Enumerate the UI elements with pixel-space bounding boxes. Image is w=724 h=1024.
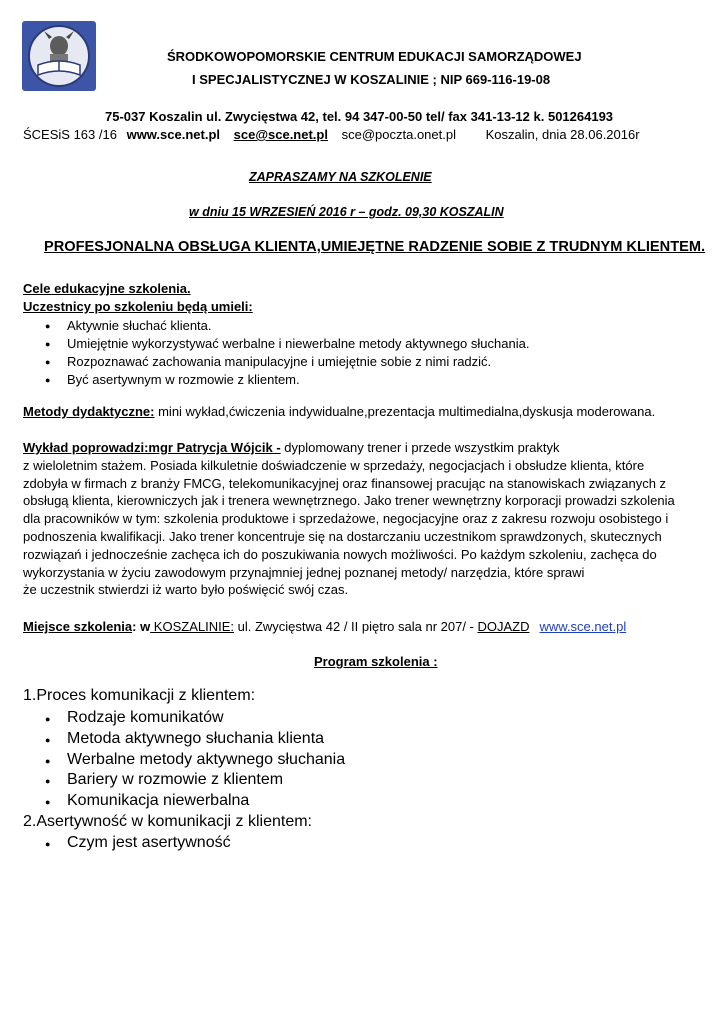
- methods-line: [23, 404, 655, 419]
- website-link[interactable]: www.sce.net.pl: [539, 619, 627, 634]
- course-title: PROFESJONALNA OBSŁUGA KLIENTA,UMIEJĘTNE RADZENIE SOBIE Z TRUDNYM KLIENTEM.: [44, 239, 706, 255]
- place-label: Miejsce szkolenia: [23, 619, 133, 634]
- program-section-2-list: [45, 833, 231, 854]
- list-item: ● Rozpoznawać zachowania manipulacyjne i umiejętnie sobie z nimi radzić.: [45, 353, 529, 371]
- program-section-1: 1.Proces komunikacji z klientem:: [23, 687, 256, 704]
- header-contact-line: [23, 127, 640, 142]
- list-item: ● Być asertywnym w rozmowie z klientem.: [45, 371, 529, 389]
- paragraph-line: rozwiązań i jednocześnie zachęca ich do poszukiwania nowych możliwości. Po każdym szkoleniu, zachęca do: [23, 546, 657, 562]
- list-item: ● Komunikacja niewerbalna: [45, 791, 345, 812]
- dojazd-link[interactable]: DOJAZD: [477, 619, 530, 634]
- methods-text: mini wykład,ćwiczenia indywidualne,prezentacja multimedialna,dyskusja moderowana.: [154, 404, 656, 419]
- place-colon: : w: [132, 619, 151, 634]
- program-section-2: 2.Asertywność w komunikacji z klientem:: [23, 813, 312, 830]
- goals-heading: Cele edukacyjne szkolenia.: [23, 281, 191, 296]
- list-item: ● Aktywnie słuchać klienta.: [45, 317, 529, 335]
- paragraph-line: dla pracowników w tym: szkolenia produktowe i sprzedażowe, negocjacyjne oraz z zakresu rozwoju osobistego i: [23, 511, 669, 527]
- list-item: ● Werbalne metody aktywnego słuchania: [45, 750, 345, 771]
- lecturer-first-line: dyplomowany trener i przede wszystkim praktyk: [280, 440, 560, 455]
- document-date: Koszalin, dnia 28.06.2016r: [485, 127, 640, 142]
- list-item: ● Umiejętnie wykorzystywać werbalne i niewerbalne metody aktywnego słuchania.: [45, 335, 529, 353]
- place-line: [23, 619, 626, 634]
- paragraph-line: że uczestnik stwierdzi iż warto było poświęcić swój czas.: [23, 582, 349, 598]
- methods-label: Metody dydaktyczne:: [23, 404, 155, 419]
- list-item: ● Czym jest asertywność: [45, 833, 231, 854]
- paragraph-line: z wieloletnim stażem. Posiada kilkuletnie doświadczenie w sprzedaży, negocjacjach i obsłudze klienta, które: [23, 457, 645, 473]
- program-heading: Program szkolenia :: [314, 654, 438, 669]
- reference-number: ŚCESiS 163 /16: [23, 127, 117, 142]
- paragraph-line: podnoszenia kwalifikacji. Jako trener koncentruje się na dostarczaniu uczestnikom sprawdzonych, skutecznych: [23, 528, 662, 544]
- goals-list: [45, 317, 529, 389]
- invite-title: ZAPRASZAMY NA SZKOLENIE: [249, 170, 432, 184]
- program-section-1-list: [45, 708, 345, 812]
- list-item: ● Rodzaje komunikatów: [45, 708, 345, 729]
- institution-logo: [22, 21, 96, 91]
- goals-subheading: Uczestnicy po szkoleniu będą umieli:: [23, 299, 253, 314]
- lecturer-paragraph: [23, 439, 703, 599]
- paragraph-line: zdobyła w firmach z branży FMCG, telekomunikacyjnej oraz finansowej pracując na stanowiskach związanych z: [23, 475, 667, 491]
- paragraph-line: wykorzystania w życiu zawodowym przynajmniej jednej poznanej metody/ narzędzia, które sprawi: [23, 564, 585, 580]
- list-item: ● Metoda aktywnego słuchania klienta: [45, 729, 345, 750]
- paragraph-line: obsługą klienta, kierowniczych jak i trenera wewnętrznego. Jako trener wewnętrzny korporacji prowadzi szkolenia: [23, 493, 675, 509]
- list-item: ● Bariery w rozmowie z klientem: [45, 770, 345, 791]
- email-secondary: sce@poczta.onet.pl: [341, 127, 456, 142]
- place-address: ul. Zwycięstwa 42 / II piętro sala nr 207/ -: [234, 619, 478, 634]
- website-text: www.sce.net.pl: [126, 127, 221, 142]
- institution-address: 75-037 Koszalin ul. Zwycięstwa 42, tel. 94 347-00-50 tel/ fax 341-13-12 k. 501264193: [105, 109, 614, 124]
- institution-name-line2: I SPECJALISTYCZNEJ W KOSZALINIE ; NIP 669-116-19-08: [192, 72, 551, 87]
- lecturer-label: Wykład poprowadzi:mgr Patrycja Wójcik -: [23, 440, 281, 455]
- institution-name-line1: ŚRODKOWOPOMORSKIE CENTRUM EDUKACJI SAMORZĄDOWEJ: [167, 49, 582, 64]
- invite-datetime: w dniu 15 WRZESIEŃ 2016 r – godz. 09,30 KOSZALIN: [189, 205, 504, 219]
- email-link-primary[interactable]: sce@sce.net.pl: [233, 127, 328, 142]
- place-city: KOSZALINIE:: [150, 619, 234, 634]
